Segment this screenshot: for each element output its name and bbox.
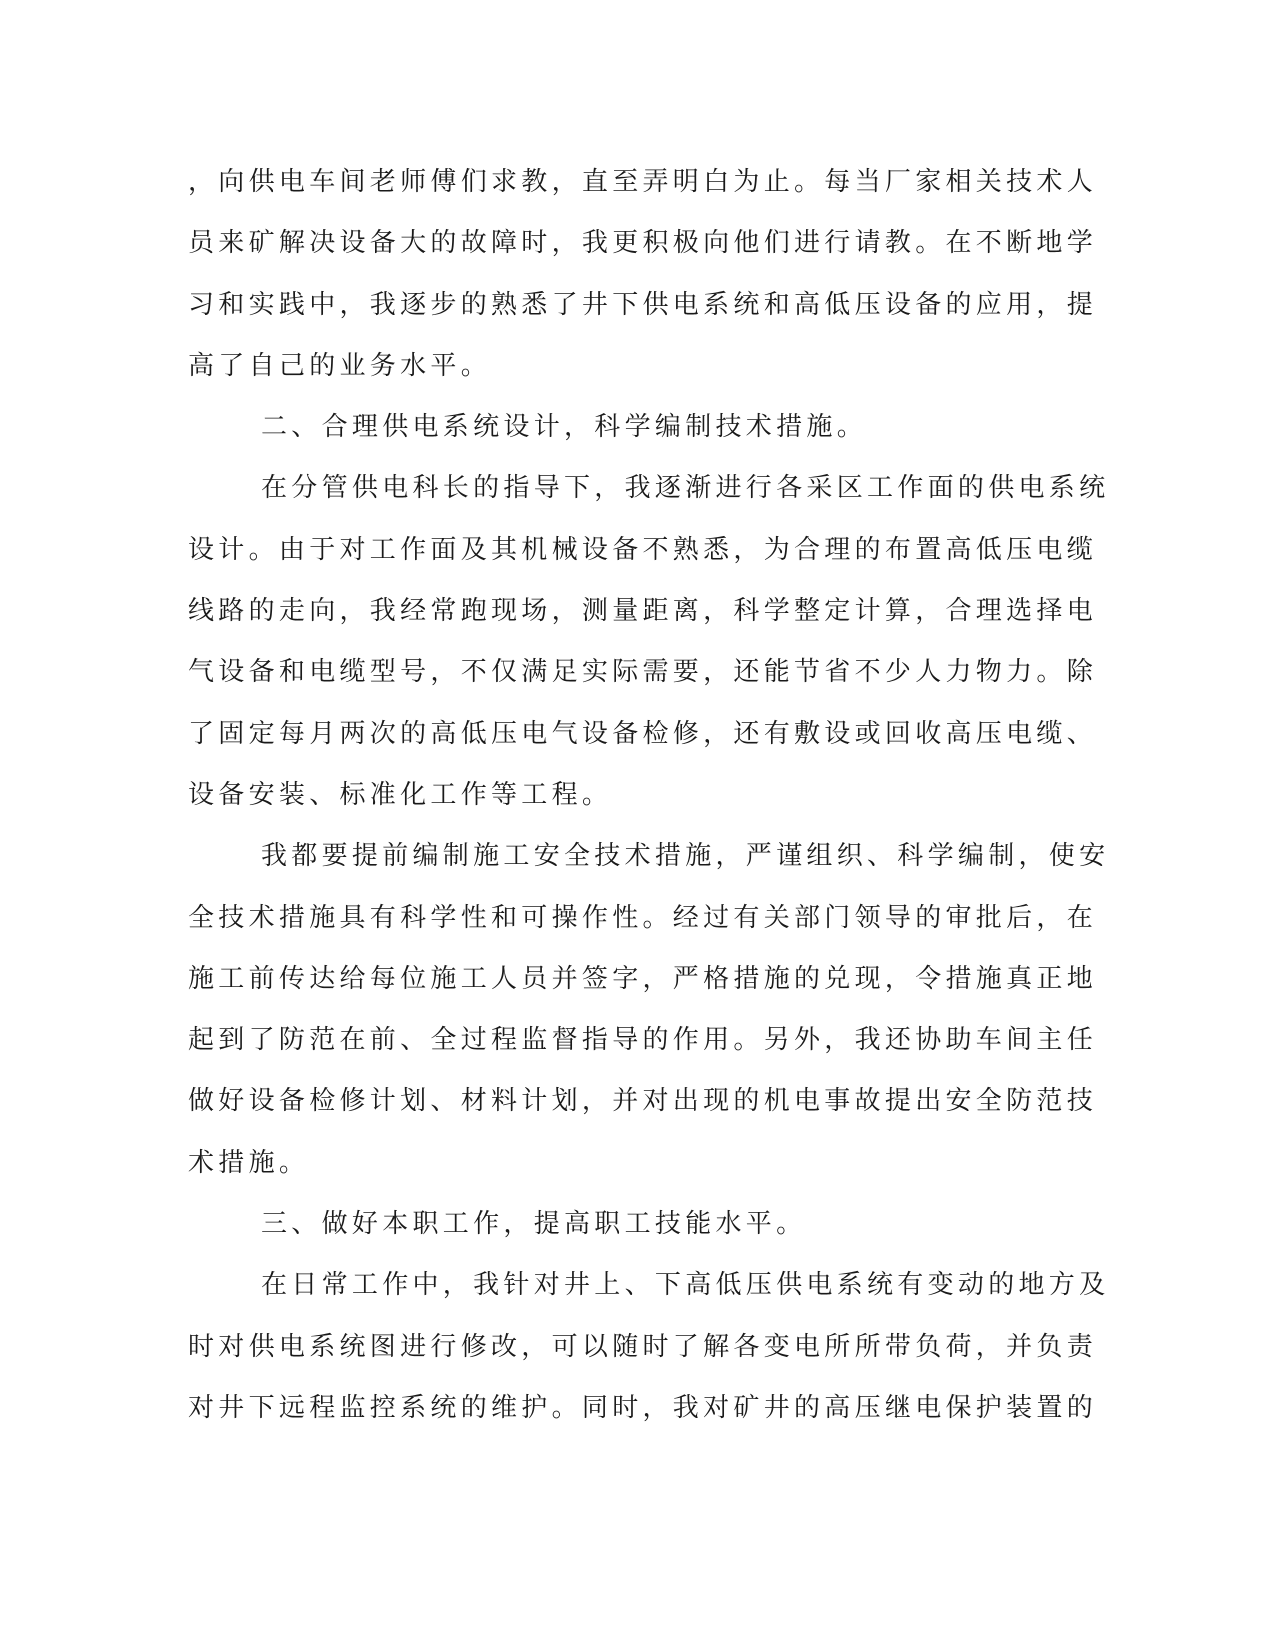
text-line: 线路的走向，我经常跑现场，测量距离，科学整定计算，合理选择电 [188,596,1098,627]
text-line: 对井下远程监控系统的维护。同时，我对矿井的高压继电保护装置的 [188,1392,1098,1423]
text-line: 气设备和电缆型号，不仅满足实际需要，还能节省不少人力物力。除 [188,657,1098,688]
text-line: 在日常工作中，我针对井上、下高低压供电系统有变动的地方及 [261,1270,1110,1301]
text-line: 起到了防范在前、全过程监督指导的作用。另外，我还协助车间主任 [188,1025,1098,1056]
text-line: ，向供电车间老师傅们求教，直至弄明白为止。每当厂家相关技术人 [188,167,1098,197]
text-line: 做好设备检修计划、材料计划，并对出现的机电事故提出安全防范技 [188,1086,1098,1117]
text-line: 时对供电系统图进行修改，可以随时了解各变电所所带负荷，并负责 [188,1331,1098,1362]
text-line: 在分管供电科长的指导下，我逐渐进行各采区工作面的供电系统 [261,473,1110,504]
text-line: 我都要提前编制施工安全技术措施，严谨组织、科学编制，使安 [261,841,1110,872]
text-line: 术措施。 [188,1147,310,1178]
text-line: 全技术措施具有科学性和可操作性。经过有关部门领导的审批后，在 [188,902,1098,933]
text-line: 员来矿解决设备大的故障时，我更积极向他们进行请教。在不断地学 [188,228,1098,259]
document-body [188,160,1110,1447]
text-line: 设备安装、标准化工作等工程。 [188,779,613,810]
text-line: 习和实践中，我逐步的熟悉了井下供电系统和高低压设备的应用，提 [188,289,1098,320]
section-heading: 三、做好本职工作，提高职工技能水平。 [261,1209,807,1240]
section-heading: 二、合理供电系统设计，科学编制技术措施。 [261,412,868,443]
text-line: 高了自己的业务水平。 [188,350,492,381]
text-line: 设计。由于对工作面及其机械设备不熟悉，为合理的布置高低压电缆 [188,534,1098,565]
text-line: 了固定每月两次的高低压电气设备检修，还有敷设或回收高压电缆、 [188,718,1098,749]
text-line: 施工前传达给每位施工人员并签字，严格措施的兑现，令措施真正地 [188,963,1098,994]
